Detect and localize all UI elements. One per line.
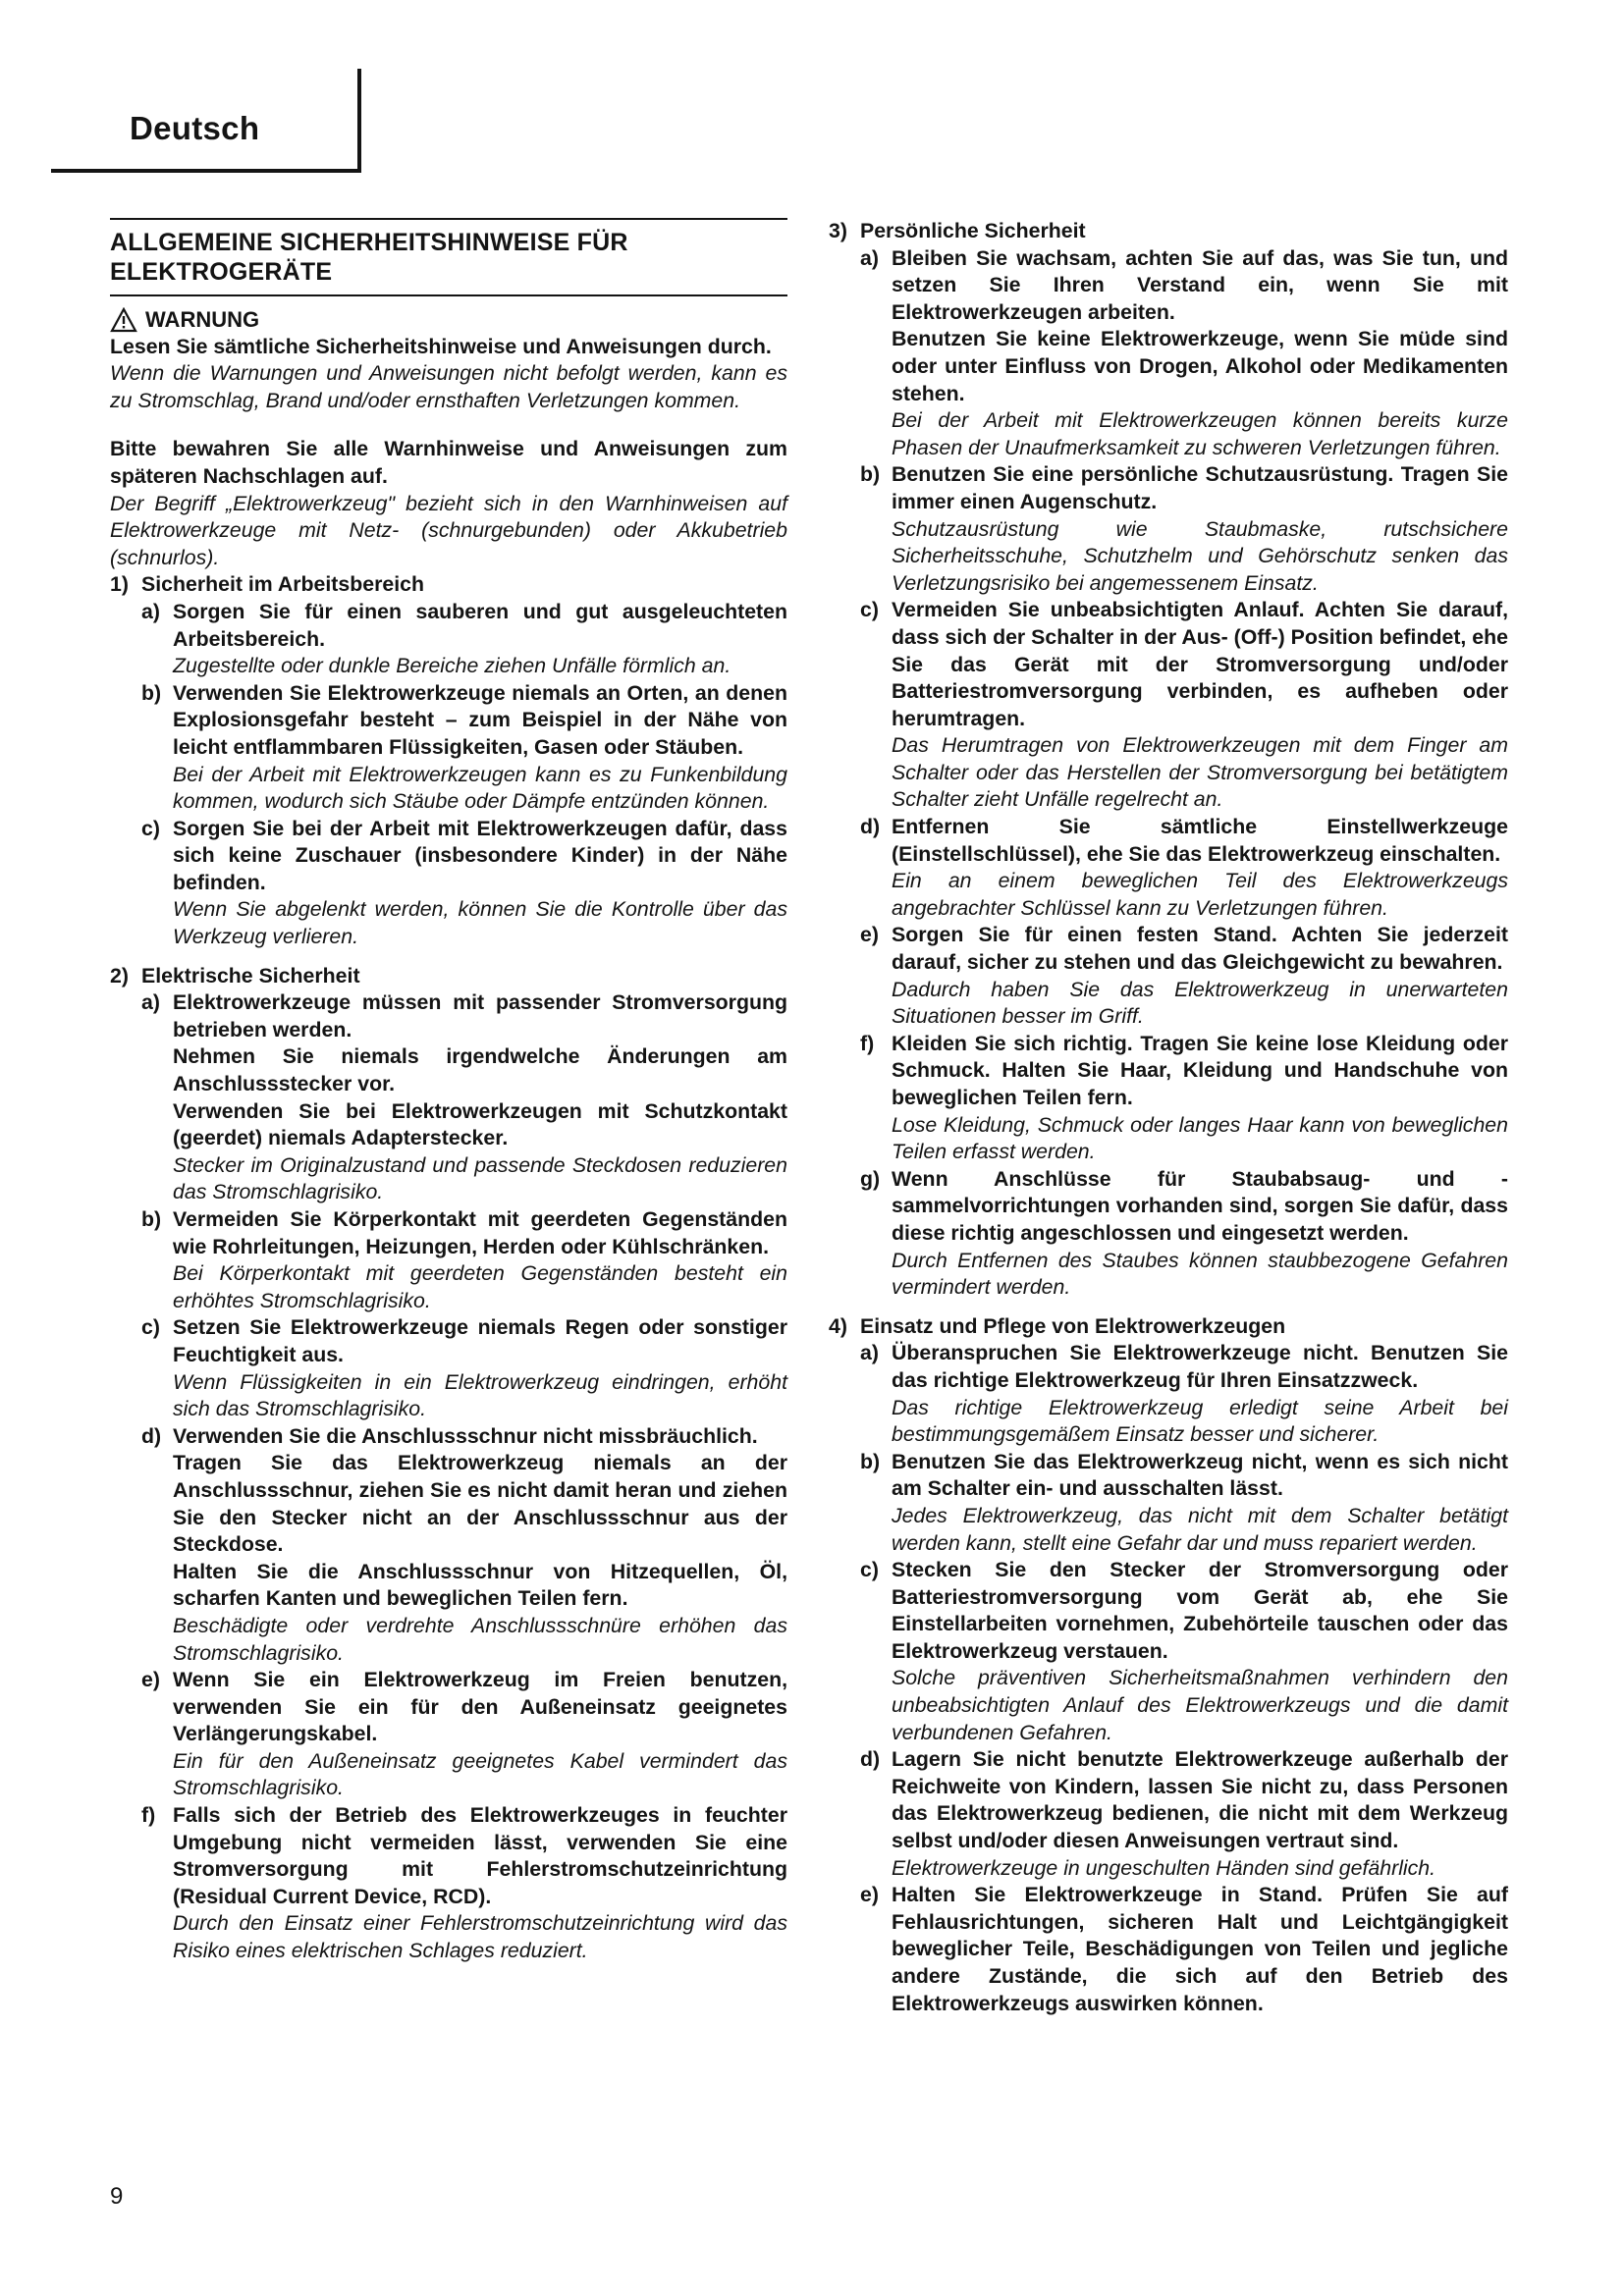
section-number: 1) <box>110 572 129 597</box>
section-title: Sicherheit im Arbeitsbereich <box>141 572 424 597</box>
item-label: e) <box>860 923 879 947</box>
item-explanation: Das richtige Elektrowerkzeug erledigt seine Arbeit bei bestimmungsgemäßem Einsatz besser und sicherer. <box>892 1395 1508 1447</box>
list-item <box>860 597 1508 814</box>
item-instruction: Benutzen Sie das Elektrowerkzeug nicht, wenn es sich nicht am Schalter ein- und ausschalten lässt. <box>892 1449 1508 1501</box>
warning-triangle-icon <box>110 307 137 333</box>
item-instruction: Sorgen Sie bei der Arbeit mit Elektrowerkzeugen dafür, dass sich keine Zuschauer (insbesondere Kinder) in der Nähe befinden. <box>173 816 787 894</box>
item-label: a) <box>860 1341 879 1365</box>
list-item <box>141 989 787 1206</box>
list-item <box>860 1449 1508 1557</box>
intro-bold: Lesen Sie sämtliche Sicherheitshinweise und Anweisungen durch. <box>110 334 772 358</box>
item-label: a) <box>860 245 879 270</box>
item-label: c) <box>860 598 879 622</box>
item-instruction: Tragen Sie das Elektrowerkzeug niemals an der Anschlussschnur, ziehen Sie es nicht damit heran und ziehen Sie den Stecker nicht an der Anschlussschnur aus der Steckdose. <box>173 1451 787 1557</box>
item-instruction: Verwenden Sie bei Elektrowerkzeugen mit Schutzkontakt (geerdet) niemals Adapterstecker. <box>173 1098 787 1150</box>
list-item <box>141 816 787 951</box>
item-label: d) <box>860 815 881 839</box>
item-instruction: Halten Sie die Anschlussschnur von Hitzequellen, Öl, scharfen Kanten und beweglichen Teilen fern. <box>173 1559 787 1611</box>
item-explanation: Bei der Arbeit mit Elektrowerkzeugen kann es zu Funkenbildung kommen, wodurch sich Stäube oder Dämpfe entzünden können. <box>173 762 787 814</box>
item-instruction: Sorgen Sie für einen festen Stand. Achten Sie jederzeit darauf, sicher zu stehen und das Gleichgewicht zu bewahren. <box>892 923 1508 975</box>
section-number: 2) <box>110 963 129 988</box>
item-explanation: Elektrowerkzeuge in ungeschulten Händen sind gefährlich. <box>892 1855 1436 1880</box>
left-column <box>110 218 787 1965</box>
item-instruction: Elektrowerkzeuge müssen mit passender Stromversorgung betrieben werden. <box>173 990 787 1041</box>
item-instruction: Vermeiden Sie unbeabsichtigten Anlauf. Achten Sie darauf, dass sich der Schalter in der Aus- (Off-) Position befindet, ehe Sie das Gerät mit der Stromversorgung und/oder Batteriestromversorgung verbinden, es aufheben oder herumtragen. <box>892 598 1508 730</box>
item-label: f) <box>141 1803 156 1828</box>
section-title: Elektrische Sicherheit <box>141 963 360 988</box>
section-heading <box>110 571 787 599</box>
list-item <box>860 1746 1508 1882</box>
keep-instructions-bold: Bitte bewahren Sie alle Warnhinweise und Anweisungen zum späteren Nachschlagen auf. <box>110 437 787 488</box>
section-title: Persönliche Sicherheit <box>860 219 1086 242</box>
item-label: c) <box>141 1315 160 1340</box>
item-label: d) <box>141 1423 162 1448</box>
list-item <box>141 1206 787 1314</box>
item-explanation: Wenn Flüssigkeiten in ein Elektrowerkzeug eindringen, erhöht sich das Stromschlagrisiko. <box>173 1369 787 1421</box>
item-instruction: Lagern Sie nicht benutzte Elektrowerkzeuge außerhalb der Reichweite von Kindern, lassen Sie nicht zu, dass Personen das Elektrowerkzeug bedienen, die nicht mit dem Werkzeug selbst und/oder diesen Anweisungen vertraut sind. <box>892 1747 1508 1853</box>
list-item <box>860 461 1508 597</box>
section-heading-block <box>110 218 787 296</box>
list-item <box>141 599 787 680</box>
section-number: 4) <box>829 1313 847 1338</box>
item-instruction: Vermeiden Sie Körperkontakt mit geerdeten Gegenständen wie Rohrleitungen, Heizungen, Herden oder Kühlschränken. <box>173 1207 787 1258</box>
list-item <box>141 680 787 816</box>
item-instruction: Wenn Sie ein Elektrowerkzeug im Freien benutzen, verwenden Sie ein für den Außeneinsatz geeignetes Verlängerungskabel. <box>173 1668 787 1746</box>
tab-divider-horizontal <box>51 169 361 173</box>
item-explanation: Bei Körperkontakt mit geerdeten Gegenständen besteht ein erhöhtes Stromschlagrisiko. <box>173 1261 787 1312</box>
list-item <box>141 1314 787 1422</box>
item-instruction: Überanspruchen Sie Elektrowerkzeuge nicht. Benutzen Sie das richtige Elektrowerkzeug für Ihren Einsatzzweck. <box>892 1341 1508 1392</box>
item-explanation: Lose Kleidung, Schmuck oder langes Haar kann von beweglichen Teilen erfasst werden. <box>892 1112 1508 1164</box>
warning-label: WARNUNG <box>145 307 260 332</box>
section-title: Einsatz und Pflege von Elektrowerkzeugen <box>860 1313 1286 1338</box>
item-explanation: Dadurch haben Sie das Elektrowerkzeug in unerwarteten Situationen besser im Griff. <box>892 977 1508 1029</box>
section-heading <box>110 963 787 990</box>
list-item <box>860 1882 1508 2017</box>
list-item <box>141 1802 787 1965</box>
list-item <box>860 1340 1508 1448</box>
page-title: ALLGEMEINE SICHERHEITSHINWEISE FÜR ELEKTROGERÄTE <box>110 229 628 286</box>
item-instruction: Nehmen Sie niemals irgendwelche Änderungen am Anschlussstecker vor. <box>173 1044 787 1096</box>
list-item <box>860 1031 1508 1166</box>
language-tab <box>51 61 361 173</box>
item-explanation: Das Herumtragen von Elektrowerkzeugen mit dem Finger am Schalter oder das Herstellen der Stromversorgung bei betätigtem Schalter zieht Unfälle regelrecht an. <box>892 733 1508 812</box>
item-instruction: Wenn Anschlüsse für Staubabsaug- und -sammelvorrichtungen vorhanden sind, sorgen Sie dafür, dass diese richtig angeschlossen und eingesetzt werden. <box>892 1166 1508 1245</box>
item-explanation: Wenn Sie abgelenkt werden, können Sie die Kontrolle über das Werkzeug verlieren. <box>173 897 787 949</box>
item-instruction: Benutzen Sie eine persönliche Schutzausrüstung. Tragen Sie immer einen Augenschutz. <box>892 462 1508 513</box>
item-explanation: Ein an einem beweglichen Teil des Elektrowerkzeugs angebrachter Schlüssel kann zu Verletzungen führen. <box>892 869 1508 920</box>
item-instruction: Benutzen Sie keine Elektrowerkzeuge, wenn Sie müde sind oder unter Einfluss von Drogen, Alkohol oder Medikamenten stehen. <box>892 327 1508 405</box>
item-label: e) <box>860 1883 879 1907</box>
item-instruction: Verwenden Sie Elektrowerkzeuge niemals an Orten, an denen Explosionsgefahr besteht – zum Beispiel in der Nähe von leicht entflammbaren Flüssigkeiten, Gasen oder Stäuben. <box>173 680 787 759</box>
item-label: f) <box>860 1031 875 1055</box>
item-explanation: Durch Entfernen des Staubes können staubbezogene Gefahren vermindert werden. <box>892 1248 1508 1300</box>
section-number: 3) <box>829 219 847 242</box>
item-label: e) <box>141 1668 160 1692</box>
language-label: Deutsch <box>130 110 260 146</box>
item-instruction: Sorgen Sie für einen sauberen und gut ausgeleuchteten Arbeitsbereich. <box>173 599 787 651</box>
item-label: d) <box>860 1747 881 1772</box>
tab-divider-vertical <box>357 69 361 173</box>
item-explanation: Beschädigte oder verdrehte Anschlussschnüre erhöhen das Stromschlagrisiko. <box>173 1613 787 1665</box>
item-instruction: Halten Sie Elektrowerkzeuge in Stand. Prüfen Sie auf Fehlausrichtungen, sicheren Halt und Leichtgängigkeit beweglicher Teile, Beschädigungen von Teilen und jegliche andere Zustände, die sich auf den Betrieb des Elektrowerkzeugs auswirken können. <box>892 1883 1508 2015</box>
item-label: g) <box>860 1166 881 1191</box>
list-item <box>141 1423 787 1667</box>
item-explanation: Stecker im Originalzustand und passende Steckdosen reduzieren das Stromschlagrisiko. <box>173 1152 787 1204</box>
item-label: c) <box>141 816 160 840</box>
item-explanation: Zugestellte oder dunkle Bereiche ziehen Unfälle förmlich an. <box>173 654 731 678</box>
item-label: c) <box>860 1558 879 1582</box>
list-item <box>860 245 1508 462</box>
list-item <box>860 922 1508 1030</box>
section-heading <box>829 218 1508 245</box>
list-item <box>860 1166 1508 1302</box>
item-explanation: Durch den Einsatz einer Fehlerstromschutzeinrichtung wird das Risiko eines elektrischen Schlages reduziert. <box>173 1911 787 1963</box>
right-column <box>829 218 1508 2017</box>
item-instruction: Bleiben Sie wachsam, achten Sie auf das, was Sie tun, und setzen Sie Ihren Verstand ein, wenn Sie mit Elektrowerkzeugen arbeiten. <box>892 245 1508 324</box>
item-label: b) <box>141 1207 162 1231</box>
keep-instructions-italic: Der Begriff „Elektrowerkzeug" bezieht sich in den Warnhinweisen auf Elektrowerkzeuge mit Netz- (schnurgebunden) oder Akkubetrieb (schnurlos). <box>110 491 787 569</box>
item-explanation: Bei der Arbeit mit Elektrowerkzeugen können bereits kurze Phasen der Unaufmerksamkeit zu schweren Verletzungen führen. <box>892 408 1508 459</box>
item-instruction: Kleiden Sie sich richtig. Tragen Sie keine lose Kleidung oder Schmuck. Halten Sie Haar, Kleidung und Handschuhe von beweglichen Teilen fern. <box>892 1031 1508 1109</box>
intro-italic: Wenn die Warnungen und Anweisungen nicht befolgt werden, kann es zu Stromschlag, Brand und/oder ernsthaften Verletzungen kommen. <box>110 361 787 412</box>
item-instruction: Verwenden Sie die Anschlussschnur nicht missbräuchlich. <box>173 1423 758 1448</box>
item-instruction: Entfernen Sie sämtliche Einstellwerkzeuge (Einstellschlüssel), ehe Sie das Elektrowerkzeug einschalten. <box>892 815 1508 866</box>
item-label: b) <box>860 462 881 487</box>
item-explanation: Schutzausrüstung wie Staubmaske, rutschsichere Sicherheitsschuhe, Schutzhelm und Gehörschutz senken das Verletzungsrisiko bei angemessenem Einsatz. <box>892 516 1508 595</box>
list-item <box>860 814 1508 922</box>
item-explanation: Solche präventiven Sicherheitsmaßnahmen verhindern den unbeabsichtigten Anlauf des Elektrowerkzeugs und die damit verbundenen Gefahren. <box>892 1666 1508 1744</box>
item-label: a) <box>141 990 160 1015</box>
page-number: 9 <box>110 2183 124 2210</box>
item-explanation: Ein für den Außeneinsatz geeignetes Kabel vermindert das Stromschlagrisiko. <box>173 1748 787 1800</box>
item-instruction: Setzen Sie Elektrowerkzeuge niemals Regen oder sonstiger Feuchtigkeit aus. <box>173 1315 787 1366</box>
item-label: b) <box>141 680 162 705</box>
warning-row <box>110 306 787 334</box>
item-instruction: Stecken Sie den Stecker der Stromversorgung oder Batteriestromversorgung vom Gerät ab, ehe Sie Einstellarbeiten vornehmen, Zubehörteile tauschen oder das Elektrowerkzeug verstauen. <box>892 1558 1508 1663</box>
item-label: a) <box>141 599 160 623</box>
item-explanation: Jedes Elektrowerkzeug, das nicht mit dem Schalter betätigt werden kann, stellt eine Gefahr dar und muss repariert werden. <box>892 1503 1508 1555</box>
list-item <box>860 1557 1508 1746</box>
item-label: b) <box>860 1449 881 1473</box>
item-instruction: Falls sich der Betrieb des Elektrowerkzeuges in feuchter Umgebung nicht vermeiden lässt, verwenden Sie eine Stromversorgung mit Fehlerstromschutzeinrichtung (Residual Current Device, RCD). <box>173 1803 787 1908</box>
section-heading <box>829 1313 1508 1341</box>
list-item <box>141 1667 787 1802</box>
